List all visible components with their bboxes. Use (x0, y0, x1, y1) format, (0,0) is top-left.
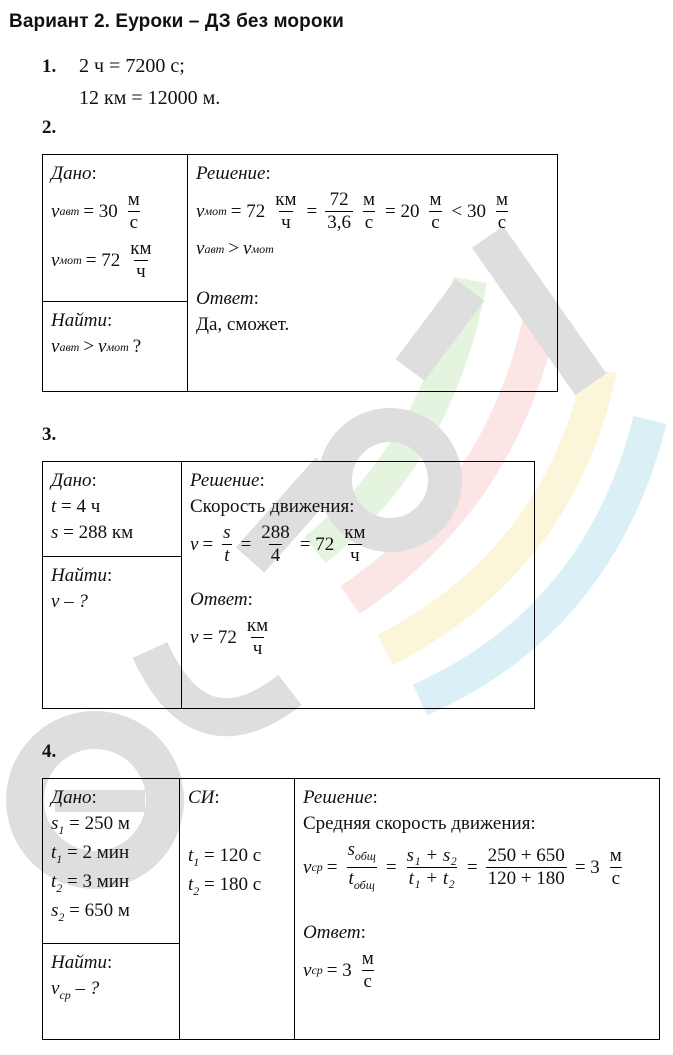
task3-speed-text: Скорость движения: (190, 496, 355, 517)
task4-given-s2: $s_2 = 650$ м (51, 900, 130, 924)
task2-dano-label: Дано (51, 163, 92, 184)
task2-otvet-label: Ответ (196, 288, 254, 309)
task4-given-t1: $t_1 = 2$ мин (51, 842, 130, 866)
task3-solution-cell: Решение: Скорость движения: v = $\frac{s}{t}$ = $\frac{288}{4}$ = 72 $\frac{км}{ч}$ Ответ: v = 72 $\frac{км}{ч}$ (182, 462, 535, 709)
task4-si-t1: $t_1 = 120$ с (188, 845, 262, 869)
task3-table (42, 461, 535, 709)
task4-si-t2: $t_2 = 180$ с (188, 874, 262, 898)
task2-given-v-avt: v авт = 30 $\frac{м}{с}$ (51, 189, 140, 233)
task3-formula: v = $\frac{s}{t}$ = $\frac{288}{4}$ = 72 $\frac{км}{ч}$ (190, 522, 366, 566)
task3-najti-label: Найти (51, 565, 107, 586)
task3-number: 3. (42, 424, 57, 445)
task4-resh-label: Решение (303, 787, 373, 808)
task4-formula: v ср = $\frac{s_{общ}}{t_{общ}}$ = $\frac{\text{s₁ + s₂}}{\text{t₁ + t₂}}$ = $\frac{250 + 650}{120 + 180}$ = 3 $\frac{м}{с}$ (303, 839, 651, 896)
task2-najti-label: Найти (51, 310, 107, 331)
task1-line2: 12 км = 12000 м. (79, 87, 221, 109)
task3-find-cell: Найти: v – ? (43, 557, 182, 709)
page-title: Вариант 2. Еуроки – ДЗ без мороки (9, 11, 344, 32)
task2-number: 2. (42, 117, 57, 138)
task2-resh-label: Решение (196, 163, 266, 184)
task2-given-cell: Дано: v авт = 30 $\frac{м}{с}$ v мот = 72 $\frac{км}{ч}$ (43, 155, 188, 302)
task4-najti-label: Найти (51, 952, 107, 973)
task2-solution-formula: v мот = 72 $\frac{км}{ч}$ = $\frac{72}{3,6}$ $\frac{м}{с}$ = 20 $\frac{м}{с}$ < 30 $\frac{м}{с}$ (196, 189, 508, 233)
task2-find: v авт > v мот ? (51, 336, 142, 357)
task4-answer: v ср = 3 $\frac{м}{с}$ (303, 948, 374, 992)
task3-given-s: s = 288 км (51, 522, 134, 543)
task4-given-cell: Дано: $s_1 = 250$ м $t_1 = 2$ мин $t_2 = 3$ мин $s_2 = 650$ м (43, 779, 180, 944)
task4-dano-label: Дано (51, 787, 92, 808)
task2-compare: v авт > v мот (196, 238, 274, 259)
task4-given-s1: $s_1 = 250$ м (51, 813, 130, 837)
task3-answer: v = 72 $\frac{км}{ч}$ (190, 615, 269, 659)
task3-given-cell: Дано: t = 4 ч s = 288 км (43, 462, 182, 557)
task4-otvet-label: Ответ (303, 922, 361, 943)
task3-dano-label: Дано (51, 470, 92, 491)
task1-line1: 2 ч = 7200 с; (79, 55, 185, 77)
task4-table (42, 778, 660, 1040)
task4-number: 4. (42, 741, 57, 762)
task4-solution-cell: Решение: Средняя скорость движения: v ср = $\frac{s_{общ}}{t_{общ}}$ = $\frac{\text{s₁ + s₂}}{\text{t₁ + t₂}}$ = $\frac{250 + 650}{120 + 180}$ = 3 $\frac{м}{с}$ Ответ: v ср = 3 $\frac{м}{с}$ (295, 779, 660, 1040)
task3-otvet-label: Ответ (190, 589, 248, 610)
task4-find: $v_{ср}$ – ? (51, 978, 100, 1002)
task2-solution-cell: Решение: v мот = 72 $\frac{км}{ч}$ = $\frac{72}{3,6}$ $\frac{м}{с}$ = 20 $\frac{м}{с}$ < 30 $\frac{м}{с}$ v авт > v мот Ответ: Да, сможет. (188, 155, 558, 392)
task3-resh-label: Решение (190, 470, 260, 491)
task4-si-cell: СИ: $t_1 = 120$ с $t_2 = 180$ с (180, 779, 295, 1040)
task1-number: 1. (42, 56, 57, 77)
task4-avg-text: Средняя скорость движения: (303, 813, 536, 834)
task4-given-t2: $t_2 = 3$ мин (51, 871, 130, 895)
task2-answer: Да, сможет. (196, 314, 290, 335)
task2-table (42, 154, 558, 392)
task4-find-cell: Найти: $v_{ср}$ – ? (43, 944, 180, 1040)
task2-find-cell: Найти: v авт > v мот ? (43, 302, 188, 392)
task4-si-label: СИ (188, 787, 215, 808)
task3-find: v – ? (51, 591, 88, 612)
task2-given-v-mot: v мот = 72 $\frac{км}{ч}$ (51, 238, 152, 282)
task3-given-t: t = 4 ч (51, 496, 101, 517)
